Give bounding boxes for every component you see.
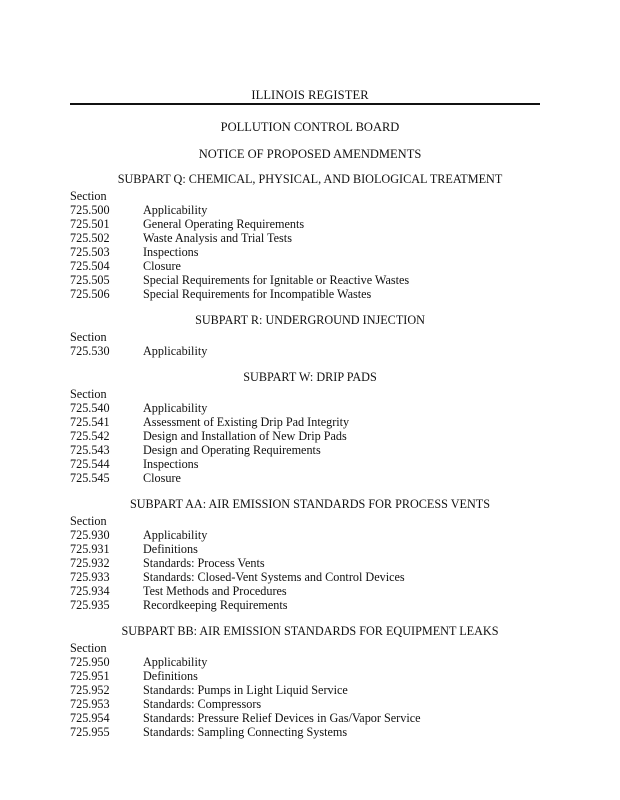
section-row: [70, 669, 550, 683]
section-number: 725.952: [70, 683, 110, 697]
section-title: Applicability: [143, 344, 208, 358]
section-title: Applicability: [143, 655, 208, 669]
subpart-title: SUBPART W: DRIP PADS: [243, 370, 377, 384]
section-number: 725.542: [70, 429, 110, 443]
section-number: 725.502: [70, 231, 110, 245]
section-title: Standards: Pumps in Light Liquid Service: [143, 683, 348, 697]
section-title: Special Requirements for Ignitable or Reactive Wastes: [143, 273, 410, 287]
subpart-block: [70, 311, 550, 358]
subpart-title: SUBPART BB: AIR EMISSION STANDARDS FOR EQUIPMENT LEAKS: [121, 624, 499, 638]
section-row: [70, 344, 550, 358]
section-label: Section: [70, 189, 107, 203]
section-row: [70, 245, 550, 259]
section-number: 725.543: [70, 443, 110, 457]
section-title: Definitions: [143, 669, 198, 683]
section-number: 725.503: [70, 245, 110, 259]
section-label: Section: [70, 330, 107, 344]
section-number: 725.930: [70, 528, 110, 542]
section-row: [70, 457, 550, 471]
section-title: Standards: Pressure Relief Devices in Gas/Vapor Service: [143, 711, 421, 725]
section-row: [70, 273, 550, 287]
section-number: 725.935: [70, 598, 110, 612]
section-label: Section: [70, 387, 107, 401]
subpart-block: [70, 495, 550, 612]
subpart-block: [70, 622, 550, 739]
subpart-block: [70, 170, 550, 301]
section-number: 725.506: [70, 287, 110, 301]
section-row: [70, 415, 550, 429]
section-number: 725.505: [70, 273, 110, 287]
section-row: [70, 725, 550, 739]
section-row: [70, 259, 550, 273]
section-title: Inspections: [143, 245, 199, 259]
header-rule: [70, 103, 540, 105]
section-row: [70, 655, 550, 669]
section-number: 725.504: [70, 259, 110, 273]
section-title: Applicability: [143, 528, 208, 542]
section-row: [70, 471, 550, 485]
section-number: 725.953: [70, 697, 110, 711]
section-row: [70, 697, 550, 711]
section-row: [70, 443, 550, 457]
section-row: [70, 287, 550, 301]
section-title: Standards: Closed-Vent Systems and Control Devices: [143, 570, 405, 584]
section-title: Recordkeeping Requirements: [143, 598, 288, 612]
section-title: Applicability: [143, 203, 208, 217]
section-title: Waste Analysis and Trial Tests: [143, 231, 292, 245]
section-row: [70, 429, 550, 443]
section-title: Applicability: [143, 401, 208, 415]
section-number: 725.955: [70, 725, 110, 739]
section-row: [70, 528, 550, 542]
section-label: Section: [70, 514, 107, 528]
register-title: ILLINOIS REGISTER: [251, 88, 369, 102]
section-number: 725.541: [70, 415, 110, 429]
section-row: [70, 570, 550, 584]
section-number: 725.540: [70, 401, 110, 415]
section-number: 725.954: [70, 711, 110, 725]
section-number: 725.501: [70, 217, 110, 231]
section-title: Special Requirements for Incompatible Wastes: [143, 287, 372, 301]
section-title: Design and Installation of New Drip Pads: [143, 429, 347, 443]
subpart-title: SUBPART R: UNDERGROUND INJECTION: [195, 313, 425, 327]
subpart-title: SUBPART AA: AIR EMISSION STANDARDS FOR PROCESS VENTS: [129, 497, 491, 511]
section-row: [70, 203, 550, 217]
section-row: [70, 231, 550, 245]
section-number: 725.530: [70, 344, 110, 358]
section-row: [70, 217, 550, 231]
agency-name: POLLUTION CONTROL BOARD: [220, 120, 400, 134]
section-title: Design and Operating Requirements: [143, 443, 321, 457]
section-title: Test Methods and Procedures: [143, 584, 287, 598]
section-title: Closure: [143, 259, 181, 273]
section-row: [70, 401, 550, 415]
notice-title: NOTICE OF PROPOSED AMENDMENTS: [198, 147, 422, 161]
section-number: 725.932: [70, 556, 110, 570]
subpart-block: [70, 368, 550, 485]
section-number: 725.950: [70, 655, 110, 669]
section-title: General Operating Requirements: [143, 217, 305, 231]
section-title: Standards: Process Vents: [143, 556, 265, 570]
section-row: [70, 542, 550, 556]
section-label: Section: [70, 641, 107, 655]
section-row: [70, 556, 550, 570]
section-row: [70, 598, 550, 612]
section-number: 725.545: [70, 471, 110, 485]
section-number: 725.500: [70, 203, 110, 217]
section-row: [70, 711, 550, 725]
section-title: Inspections: [143, 457, 199, 471]
section-title: Standards: Sampling Connecting Systems: [143, 725, 348, 739]
section-title: Closure: [143, 471, 181, 485]
section-row: [70, 584, 550, 598]
section-number: 725.931: [70, 542, 110, 556]
table-of-contents: [70, 170, 550, 749]
section-title: Standards: Compressors: [143, 697, 262, 711]
section-row: [70, 683, 550, 697]
section-number: 725.933: [70, 570, 110, 584]
section-number: 725.934: [70, 584, 110, 598]
section-number: 725.951: [70, 669, 110, 683]
section-number: 725.544: [70, 457, 110, 471]
subpart-title: SUBPART Q: CHEMICAL, PHYSICAL, AND BIOLOGICAL TREATMENT: [117, 172, 503, 186]
section-title: Assessment of Existing Drip Pad Integrity: [143, 415, 350, 429]
section-title: Definitions: [143, 542, 198, 556]
